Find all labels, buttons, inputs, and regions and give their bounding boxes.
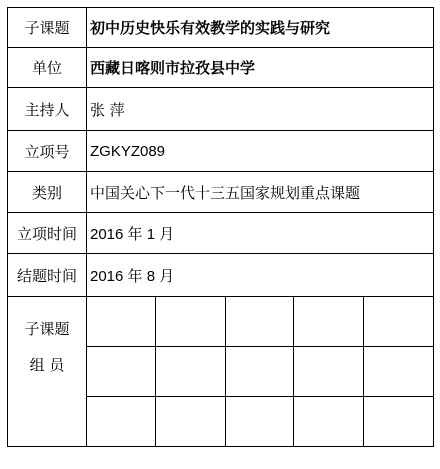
members-label [8,297,87,447]
member-cell [156,297,226,347]
members-label-line2: 组 员 [29,356,65,374]
member-cell [294,347,364,397]
start-date-label: 立项时间 [8,213,87,254]
category-label: 类别 [8,172,87,213]
end-date-label: 结题时间 [8,254,87,297]
project-info-table [7,7,434,447]
row-start-date [8,213,434,254]
row-subtopic [8,8,434,48]
member-cell [87,297,156,347]
subtopic-value: 初中历史快乐有效教学的实践与研究 [87,8,434,48]
row-category [8,172,434,213]
member-cell [364,347,434,397]
row-host [8,88,434,131]
host-value: 张 萍 [87,88,434,131]
category-value: 中国关心下一代十三五国家规划重点课题 [87,172,434,213]
project-number-label: 立项号 [8,131,87,172]
subtopic-label: 子课题 [8,8,87,48]
member-cell [294,397,364,447]
member-cell [294,297,364,347]
member-cell [226,397,294,447]
member-cell [156,397,226,447]
members-label-line1: 子课题 [24,320,70,338]
unit-value: 西藏日喀则市拉孜县中学 [87,48,434,88]
member-cell [226,347,294,397]
member-cell [226,297,294,347]
member-cell [364,297,434,347]
member-cell [156,347,226,397]
end-date-value: 2016 年 8 月 [87,254,434,297]
row-end-date [8,254,434,297]
members-row-1 [8,297,434,347]
row-project-number [8,131,434,172]
member-cell [364,397,434,447]
unit-label: 单位 [8,48,87,88]
row-unit [8,48,434,88]
member-cell [87,397,156,447]
start-date-value: 2016 年 1 月 [87,213,434,254]
project-number-value: ZGKYZ089 [87,131,434,172]
host-label: 主持人 [8,88,87,131]
member-cell [87,347,156,397]
